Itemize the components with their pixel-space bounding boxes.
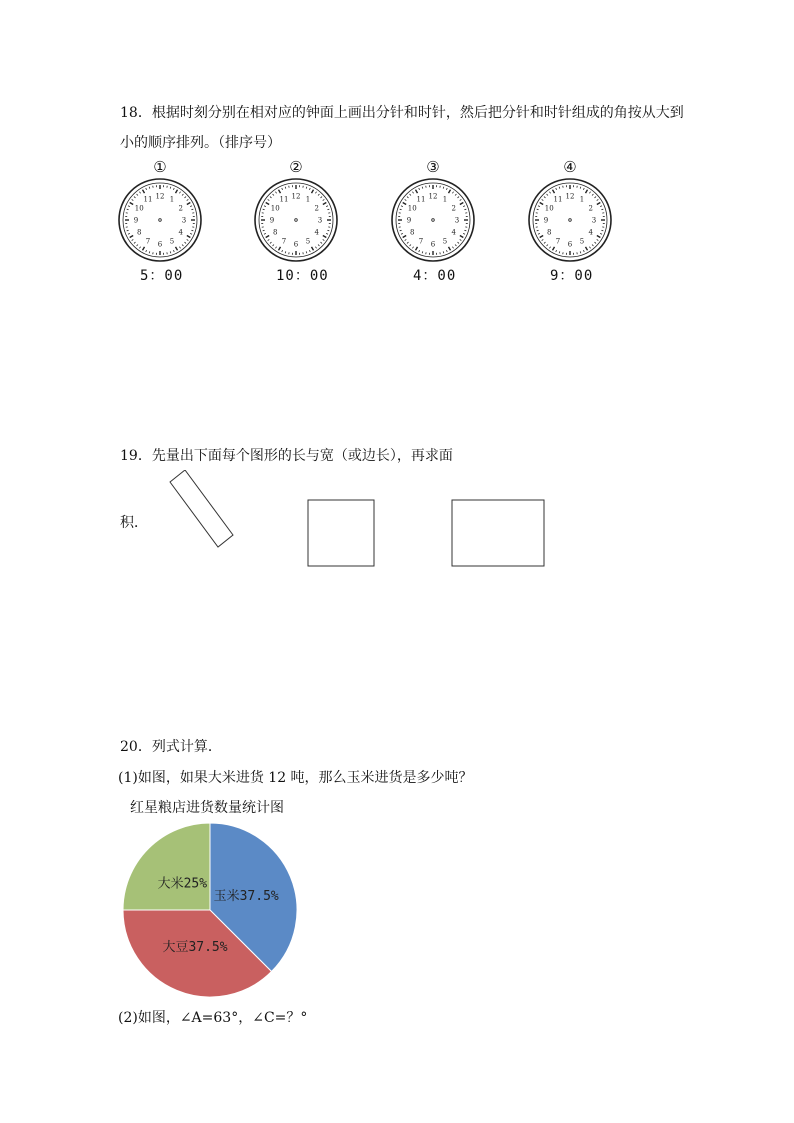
clock-tick	[403, 236, 406, 238]
clock-tick	[185, 242, 186, 243]
clock-tick	[187, 199, 189, 200]
clock-tick	[458, 242, 459, 243]
clock-tick	[170, 187, 171, 189]
clock-dial-number: 3	[181, 216, 187, 225]
clock-tick	[595, 242, 596, 243]
clock-tick	[273, 245, 274, 246]
clock-tick	[275, 192, 276, 194]
clock-tick	[185, 197, 186, 198]
clock-tick	[306, 251, 307, 253]
pie-chart	[110, 815, 310, 1005]
clock-tick	[143, 247, 145, 250]
clock-center	[295, 219, 298, 222]
clock-tick	[463, 233, 465, 234]
clock-tick	[446, 250, 447, 252]
clock-tick	[400, 230, 402, 231]
clock-dial-number: 9	[406, 216, 412, 225]
clock-dial-number: 5	[579, 237, 585, 246]
clock-tick	[412, 192, 413, 194]
clock-dial-number: 5	[442, 237, 448, 246]
clock-tick	[312, 247, 314, 250]
clock-tick	[544, 197, 545, 198]
clock-tick	[323, 199, 325, 200]
clock-tick	[132, 239, 134, 240]
clock-tick	[538, 233, 540, 234]
clock-center	[432, 219, 435, 222]
clock-dial-number: 4	[451, 228, 457, 237]
clock-tick	[312, 190, 314, 193]
clock-tick	[318, 194, 319, 195]
clock-tick	[187, 239, 189, 240]
clock-tick	[537, 230, 539, 231]
clock-dial-number: 10	[544, 204, 554, 213]
clock-tick	[419, 188, 420, 190]
q18-line1: 18．根据时刻分别在相对应的钟面上画出分针和时针，然后把分针和时针组成的角按从大到	[120, 105, 684, 121]
clock-dial-number: 12	[155, 192, 165, 201]
clock-time-label-2: 10：00	[276, 268, 329, 284]
clock-tick	[597, 199, 599, 200]
clock-tick	[422, 251, 423, 253]
clock-dial-number: 5	[305, 237, 311, 246]
clock-tick	[416, 247, 418, 250]
clock-tick	[182, 245, 183, 246]
clock-tick	[583, 250, 584, 252]
clock-tick	[139, 192, 140, 194]
clock-dial-number: 7	[418, 237, 424, 246]
clock-tick	[285, 187, 286, 189]
clock-tick	[540, 236, 543, 238]
clock-tick	[583, 188, 584, 190]
clock-tick	[410, 194, 411, 195]
clock-rim	[392, 179, 474, 261]
clock-tick	[323, 203, 326, 205]
clock-tick	[326, 233, 328, 234]
clock-tick	[127, 230, 129, 231]
clock-tick	[416, 190, 418, 193]
clock-tick	[273, 194, 274, 195]
clock-tick	[127, 209, 129, 210]
clock-face-4[interactable]	[525, 175, 615, 265]
clock-dial-number: 3	[317, 216, 323, 225]
clock-tick	[403, 203, 406, 205]
clock-tick	[601, 230, 603, 231]
clock-tick	[191, 209, 193, 210]
clock-tick	[597, 236, 600, 238]
clock-tick	[190, 206, 192, 207]
clock-rim	[119, 179, 201, 261]
clock-tick	[264, 233, 266, 234]
clock-tick	[306, 187, 307, 189]
clock-dial-number: 2	[451, 204, 457, 213]
clock-time-label-3: 4：00	[413, 268, 457, 284]
clock-tick	[326, 206, 328, 207]
clock-tick	[595, 197, 596, 198]
clock-dial-number: 3	[591, 216, 597, 225]
clock-dial-number: 11	[416, 195, 426, 204]
clock-tick	[139, 247, 140, 249]
clock-tick	[318, 245, 319, 246]
clock-tick	[149, 187, 150, 189]
clock-dial-number: 2	[314, 204, 320, 213]
clock-dial-number: 2	[178, 204, 184, 213]
clock-dial-number: 2	[588, 204, 594, 213]
clock-dial-number: 8	[136, 228, 142, 237]
q19-shapes	[140, 470, 560, 580]
clock-tick	[538, 206, 540, 207]
clock-dial-number: 10	[134, 204, 144, 213]
clock-tick	[592, 245, 593, 246]
clock-tick	[601, 209, 603, 210]
clock-tick	[315, 247, 316, 249]
clock-tick	[321, 242, 322, 243]
clock-dial-number: 7	[145, 237, 151, 246]
clock-tick	[553, 247, 555, 250]
clock-tick	[179, 192, 180, 194]
clock-tick	[452, 192, 453, 194]
clock-tick	[130, 203, 133, 205]
clock-number-2: ②	[289, 158, 303, 176]
clock-dial-number: 8	[409, 228, 415, 237]
clock-tick	[443, 251, 444, 253]
clock-tick	[422, 187, 423, 189]
clock-dial-number: 1	[579, 195, 585, 204]
clock-tick	[187, 203, 190, 205]
clock-tick	[407, 197, 408, 198]
clock-tick	[600, 233, 602, 234]
clock-tick	[600, 206, 602, 207]
clock-tick	[549, 247, 550, 249]
clock-dial-number: 4	[588, 228, 594, 237]
clock-tick	[264, 206, 266, 207]
clock-tick	[401, 206, 403, 207]
q19-line1: 19．先量出下面每个图形的长与宽（或边长），再求面	[120, 448, 453, 464]
clock-tick	[446, 188, 447, 190]
clock-tick	[559, 187, 560, 189]
clock-number-4: ④	[563, 158, 577, 176]
clock-tick	[128, 233, 130, 234]
pie-slice	[123, 823, 210, 910]
clock-dial-number: 7	[281, 237, 287, 246]
clock-tick	[597, 203, 600, 205]
clock-tick	[449, 247, 451, 250]
clock-tick	[179, 247, 180, 249]
clock-dial-number: 12	[428, 192, 438, 201]
clock-tick	[266, 236, 269, 238]
clock-tick	[173, 188, 174, 190]
clock-dial-number: 11	[553, 195, 563, 204]
clock-tick	[176, 190, 178, 193]
clock-dial-number: 12	[565, 192, 575, 201]
clock-tick	[547, 194, 548, 195]
q20-sub1: (1)如图，如果大米进货 12 吨，那么玉米进货是多少吨？	[118, 770, 473, 786]
clock-tick	[549, 192, 550, 194]
clock-face-2[interactable]	[251, 175, 341, 265]
clock-tick	[460, 236, 463, 238]
clock-tick	[270, 197, 271, 198]
clock-dial-number: 10	[270, 204, 280, 213]
clock-dial-number: 11	[143, 195, 153, 204]
clock-tick	[268, 239, 270, 240]
clock-tick	[323, 236, 326, 238]
clock-tick	[282, 250, 283, 252]
clock-time-label-1: 5：00	[140, 268, 184, 284]
clock-tick	[309, 250, 310, 252]
clock-tick	[176, 247, 178, 250]
clock-tick	[282, 188, 283, 190]
clock-tick	[556, 250, 557, 252]
clock-tick	[146, 250, 147, 252]
clock-tick	[327, 209, 329, 210]
clock-tick	[327, 230, 329, 231]
square	[308, 500, 374, 566]
clock-tick	[400, 209, 402, 210]
clock-tick	[589, 192, 590, 194]
clock-tick	[586, 190, 588, 193]
clock-tick	[137, 194, 138, 195]
clock-tick	[597, 239, 599, 240]
clock-dial-number: 6	[293, 240, 299, 249]
clock-dial-number: 1	[305, 195, 311, 204]
clock-tick	[275, 247, 276, 249]
clock-tick	[173, 250, 174, 252]
clock-number-1: ①	[153, 158, 167, 176]
clock-tick	[401, 233, 403, 234]
clock-tick	[542, 199, 544, 200]
clock-dial-number: 10	[407, 204, 417, 213]
clock-center	[159, 219, 162, 222]
clock-tick	[266, 203, 269, 205]
q19-line2: 积．	[120, 515, 148, 531]
clock-dial-number: 1	[442, 195, 448, 204]
clock-tick	[268, 199, 270, 200]
clock-tick	[279, 190, 281, 193]
clock-tick	[460, 239, 462, 240]
pie-slice-label: 玉米37.5%	[213, 889, 279, 905]
clock-time-label-4: 9：00	[550, 268, 594, 284]
clock-tick	[263, 230, 265, 231]
clock-tick	[410, 245, 411, 246]
clock-dial-number: 7	[555, 237, 561, 246]
rectangle	[452, 500, 544, 566]
pie-slice-label: 大米25%	[157, 876, 208, 892]
clock-dial-number: 5	[169, 237, 175, 246]
clock-tick	[556, 188, 557, 190]
clock-rim	[255, 179, 337, 261]
clock-dial-number: 4	[314, 228, 320, 237]
clock-tick	[464, 209, 466, 210]
clock-dial-number: 9	[543, 216, 549, 225]
q20-sub2: (2)如图，∠A=63°，∠C=？°	[118, 1010, 308, 1026]
clock-tick	[464, 230, 466, 231]
clock-tick	[449, 190, 451, 193]
clock-tick	[419, 250, 420, 252]
clock-number-3: ③	[426, 158, 440, 176]
clock-tick	[182, 194, 183, 195]
clock-tick	[547, 245, 548, 246]
clock-dial-number: 8	[272, 228, 278, 237]
clock-tick	[134, 197, 135, 198]
q20-title: 20．列式计算．	[120, 739, 222, 755]
clock-tick	[263, 209, 265, 210]
clock-tick	[458, 197, 459, 198]
clock-tick	[149, 251, 150, 253]
clock-tick	[452, 247, 453, 249]
clock-tick	[580, 187, 581, 189]
pie-slice-label: 大豆37.5%	[162, 940, 228, 956]
clock-tick	[544, 242, 545, 243]
clock-tick	[405, 239, 407, 240]
clock-tick	[279, 247, 281, 250]
clock-dial-number: 9	[133, 216, 139, 225]
clock-tick	[407, 242, 408, 243]
clock-tick	[323, 239, 325, 240]
clock-tick	[270, 242, 271, 243]
clock-dial-number: 6	[430, 240, 436, 249]
clock-tick	[132, 199, 134, 200]
clock-dial-number: 6	[567, 240, 573, 249]
clock-tick	[592, 194, 593, 195]
clock-tick	[405, 199, 407, 200]
clock-tick	[130, 236, 133, 238]
clock-tick	[463, 206, 465, 207]
clock-tick	[443, 187, 444, 189]
clock-tick	[143, 190, 145, 193]
clock-tick	[170, 251, 171, 253]
clock-tick	[412, 247, 413, 249]
clock-tick	[580, 251, 581, 253]
clock-dial-number: 8	[546, 228, 552, 237]
clock-dial-number: 6	[157, 240, 163, 249]
clock-tick	[315, 192, 316, 194]
clock-tick	[542, 239, 544, 240]
clock-tick	[146, 188, 147, 190]
clock-tick	[137, 245, 138, 246]
clock-tick	[559, 251, 560, 253]
clock-tick	[455, 194, 456, 195]
clock-tick	[321, 197, 322, 198]
clock-dial-number: 12	[291, 192, 301, 201]
clock-tick	[187, 236, 190, 238]
clock-dial-number: 4	[178, 228, 184, 237]
clock-dial-number: 9	[269, 216, 275, 225]
clock-tick	[553, 190, 555, 193]
q18-line2: 小的顺序排列。（排序号）	[120, 135, 281, 151]
clock-center	[569, 219, 572, 222]
clock-rim	[529, 179, 611, 261]
clock-tick	[285, 251, 286, 253]
clock-tick	[309, 188, 310, 190]
clock-tick	[460, 203, 463, 205]
clock-face-1[interactable]	[115, 175, 205, 265]
clock-tick	[586, 247, 588, 250]
clock-dial-number: 11	[279, 195, 289, 204]
clock-tick	[191, 230, 193, 231]
pie-chart-title: 红星粮店进货数量统计图	[130, 800, 284, 816]
clock-tick	[460, 199, 462, 200]
clock-tick	[540, 203, 543, 205]
clock-tick	[128, 206, 130, 207]
clock-face-3[interactable]	[388, 175, 478, 265]
clock-dial-number: 3	[454, 216, 460, 225]
clock-tick	[190, 233, 192, 234]
clock-dial-number: 1	[169, 195, 175, 204]
clock-tick	[537, 209, 539, 210]
clock-tick	[134, 242, 135, 243]
clock-tick	[455, 245, 456, 246]
clock-tick	[589, 247, 590, 249]
tilted-rectangle	[170, 470, 233, 547]
